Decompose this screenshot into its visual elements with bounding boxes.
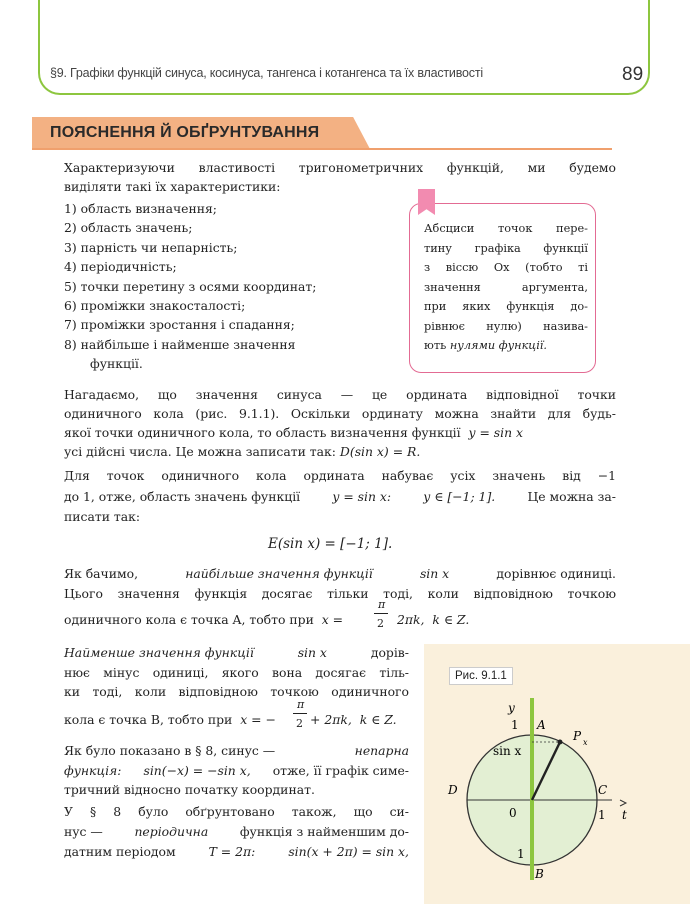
section-heading: ПОЯСНЕННЯ Й ОБҐРУНТУВАННЯ (50, 124, 320, 141)
text-span: датним періодом (64, 844, 176, 859)
running-header-title: §9. Графіки функцій синуса, косинуса, тангенса і котангенса та їх властивості (50, 66, 483, 80)
list-item: 3) парність чи непарність; (64, 239, 238, 255)
y-axis-label: y (508, 701, 515, 715)
page-number: 89 (622, 64, 644, 85)
text-span: функція з найменшим до- (239, 824, 409, 839)
text-span: кола є точка B, тобто при (64, 712, 233, 727)
para5-line-1 (64, 741, 409, 760)
emphasis: непарна (354, 743, 409, 758)
list-item: 2) область значень; (64, 220, 193, 236)
text-span: Як було показано в § 8, синус — (64, 743, 276, 758)
fraction-denominator: 2 (296, 717, 303, 730)
para4-line-1 (64, 643, 409, 662)
list-item: функції. (90, 356, 143, 372)
text-span: Як бачимо, (64, 566, 139, 581)
tick-label-top: 1 (511, 718, 519, 732)
text-span: до 1, отже, область значень функції (64, 489, 301, 504)
emphasis: періодична (134, 824, 209, 839)
para6-line-1: У § 8 було обґрунтовано також, що си- (64, 804, 409, 819)
formula: sin(x + 2π) = sin x, (288, 844, 409, 859)
text-span: якої точки одиничного кола, то область визначення функції (64, 425, 461, 440)
para2-line-1: Для точок одиничного кола ордината набуває усіх значень від −1 (64, 468, 616, 483)
note-text-plain: ють (424, 339, 450, 352)
formula: x = − (240, 712, 276, 727)
formula: sin(−x) = −sin x, (143, 763, 251, 778)
origin-label: 0 (509, 806, 517, 820)
para3-line-2: Цього значення функція досягає тільки тоді, коли відповідною точкою (64, 586, 616, 601)
fraction-numerator: π (297, 698, 305, 711)
point-label-a: A (537, 718, 546, 732)
point-label-p: P (573, 729, 582, 743)
formula: y = sin x: (332, 489, 392, 504)
formula: sin x (419, 566, 450, 581)
tick-label-bottom: 1 (517, 847, 525, 861)
para5-line-3: тричний відносно початку координат. (64, 782, 315, 797)
figure-caption: Рис. 9.1.1 (449, 667, 513, 685)
list-item: 8) найбільше і найменше значення (64, 336, 296, 352)
point-label-d: D (448, 783, 458, 797)
note-line: Абсциси точок пере- (424, 222, 588, 235)
sin-label: sin x (493, 744, 522, 758)
para1-line-1: Нагадаємо, що значення синуса — це ордината відповідної точки (64, 387, 616, 402)
note-line: рівнює нулю) назива- (424, 319, 588, 333)
para4-line-2: нює мінус одиниці, якого вона досягає тіль- (64, 665, 409, 680)
list-item: 4) періодичність; (64, 259, 177, 275)
note-line: з віссю Ox (тобто ті (424, 261, 588, 274)
list-item: 6) проміжки знакосталості; (64, 298, 246, 314)
emphasis: Найменше значення функції (64, 645, 254, 660)
point-p (558, 740, 563, 745)
intro-line-1: Характеризуючи властивості тригонометричних функцій, ми будемо (64, 160, 616, 175)
list-item: 7) проміжки зростання і спадання; (64, 317, 295, 333)
para5-line-2 (64, 761, 409, 780)
range-formula: E(sin x) = [−1; 1]. (268, 536, 393, 552)
fraction-bar (293, 713, 307, 714)
note-line: при яких функція до- (424, 300, 588, 313)
formula: k ∈ Z. (432, 612, 470, 627)
t-axis-label: t (622, 808, 627, 822)
text-span: дорів- (370, 645, 409, 660)
para1-line-2: одиничного кола (рис. 9.1.1). Оскільки ординату можна знайти для будь- (64, 406, 616, 421)
point-label-b: B (535, 867, 544, 881)
formula: T = 2π: (208, 844, 256, 859)
formula: k ∈ Z. (359, 712, 397, 727)
text-span: усі дійсні числа. Це можна записати так: (64, 444, 336, 459)
note-term: нулями функції. (449, 339, 548, 352)
list-item: 5) точки перетину з осями координат; (64, 278, 317, 294)
intro-line-2: виділяти такі їх характеристики: (64, 179, 281, 194)
formula: y = sin x (468, 425, 523, 440)
formula: 2πk, (397, 612, 425, 627)
arrow-icon (620, 800, 626, 806)
note-line: тину графіка функції (424, 241, 588, 255)
text-span: одиничного кола є точка A, тобто при (64, 612, 314, 627)
formula: y ∈ [−1; 1]. (423, 489, 496, 504)
list-item: 1) область визначення; (64, 201, 217, 216)
text-span: дорівнює одиниці. (496, 566, 616, 581)
para4-line-3: ки тоді, коли відповідною точкою одиничного (64, 684, 409, 699)
text-span: Це можна за- (527, 489, 616, 504)
fraction-numerator: π (378, 598, 386, 611)
point-label-p-subscript: x (583, 738, 588, 747)
para2-line-3: писати так: (64, 509, 141, 524)
text-span: нус — (64, 824, 103, 839)
para6-line-3 (64, 842, 409, 861)
fraction-denominator: 2 (377, 617, 384, 630)
para6-line-2 (64, 822, 409, 841)
emphasis: функція: (64, 763, 122, 778)
formula: sin x (297, 645, 327, 660)
text-span: отже, її графік симе- (272, 763, 409, 778)
para4-formula-tail (310, 710, 397, 729)
formula: D(sin x) = R. (339, 444, 421, 459)
emphasis: найбільше значення функції (185, 566, 373, 581)
formula: + 2πk, (310, 712, 352, 727)
tick-label-right: 1 (598, 808, 606, 822)
formula: x = (321, 612, 344, 627)
note-line: значення аргумента, (424, 280, 588, 294)
para4-line-4 (64, 710, 276, 729)
point-label-c: C (598, 783, 608, 797)
